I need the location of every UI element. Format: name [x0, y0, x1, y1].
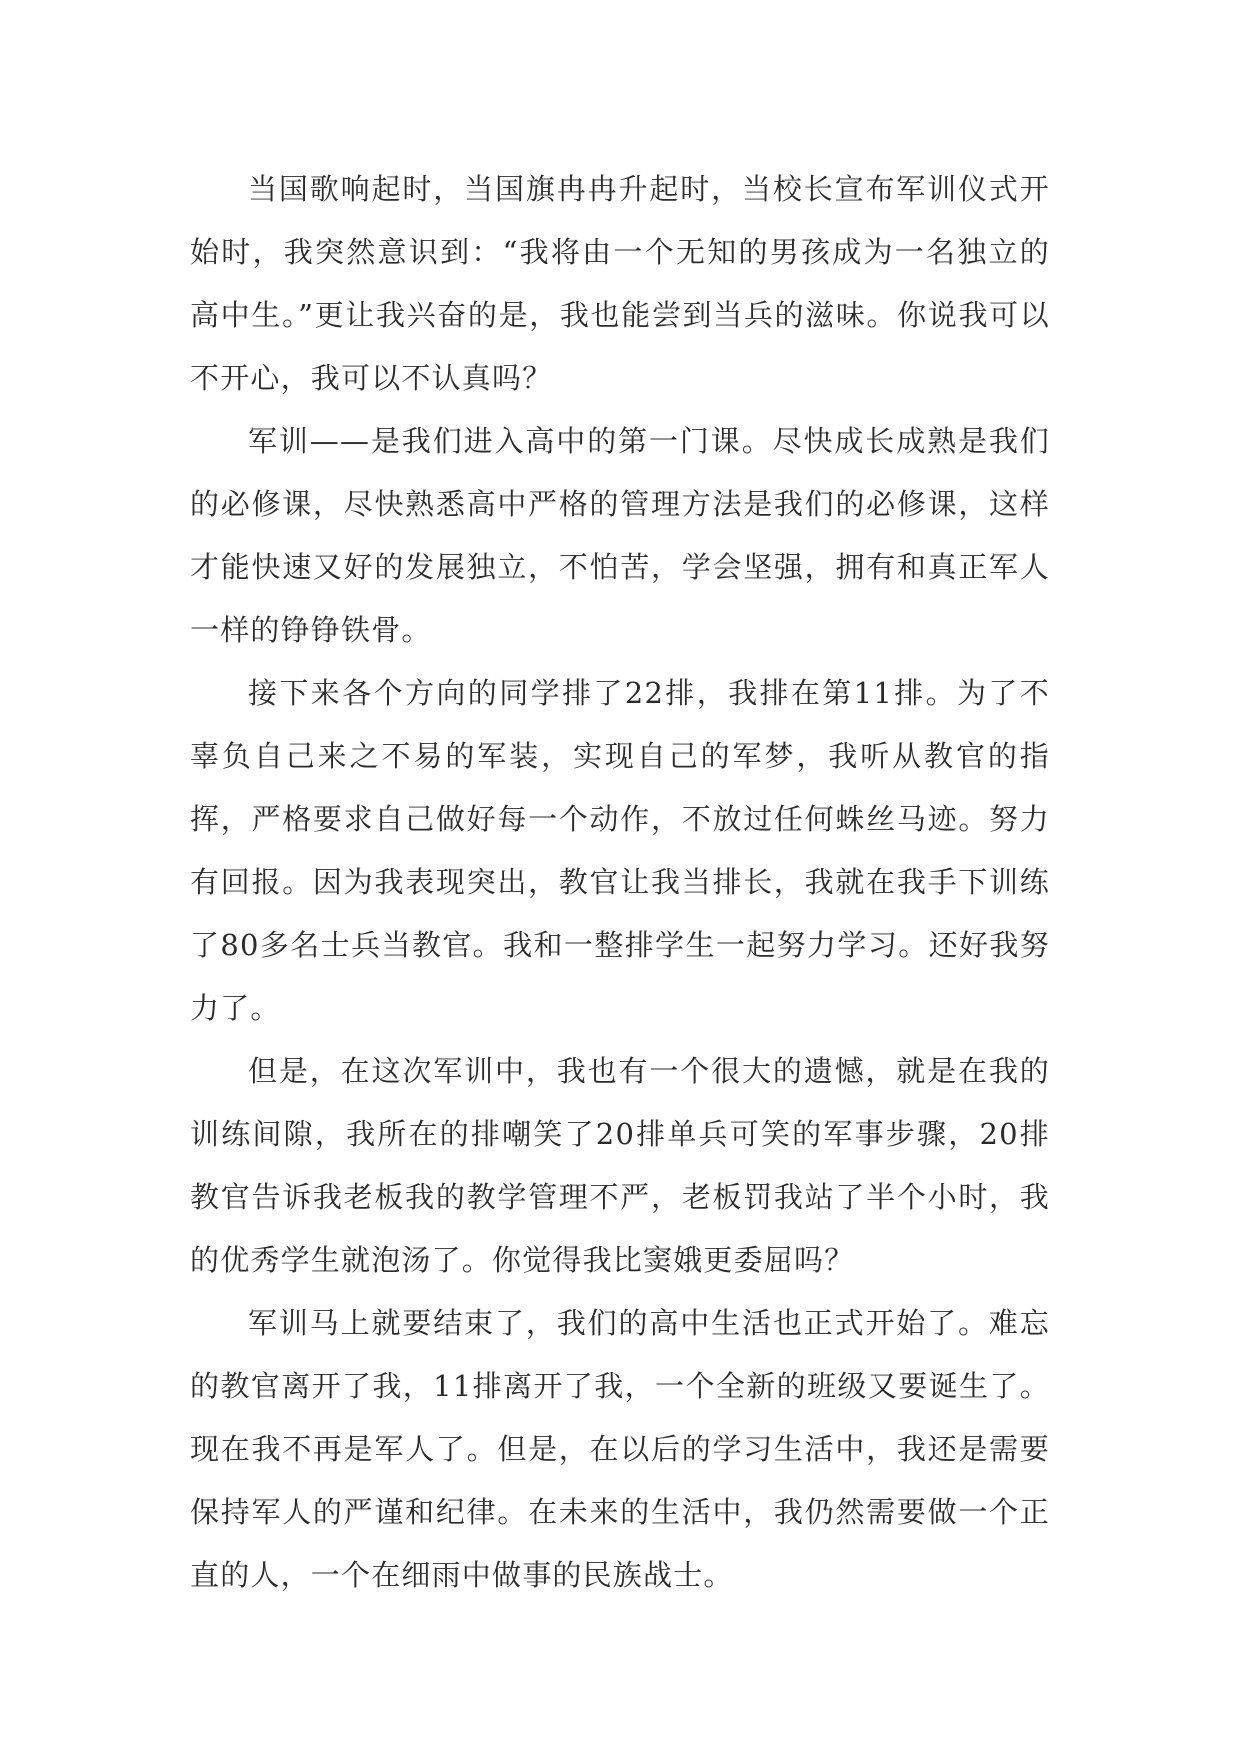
paragraph-2: 军训——是我们进入高中的第一门课。尽快成长成熟是我们的必修课，尽快熟悉高中严格的管理方法是我们的必修课，这样才能快速又好的发展独立，不怕苦，学会坚强，拥有和真正军人一样的铮铮铁骨。 [190, 424, 1050, 647]
paragraph-5: 军训马上就要结束了，我们的高中生活也正式开始了。难忘的教官离开了我，11排离开了我，一个全新的班级又要诞生了。现在我不再是军人了。但是，在以后的学习生活中，我还是需要保持军人的严谨和纪律。在未来的生活中，我仍然需要做一个正直的人，一个在细雨中做事的民族战士。 [190, 1306, 1050, 1592]
paragraph-3: 接下来各个方向的同学排了22排，我排在第11排。为了不辜负自己来之不易的军装，实现自己的军梦，我听从教官的指挥，严格要求自己做好每一个动作，不放过任何蛛丝马迹。努力有回报。因为我表现突出，教官让我当排长，我就在我手下训练了80多名士兵当教官。我和一整排学生一起努力学习。还好我努力了。 [190, 676, 1050, 1025]
paragraph-4: 但是，在这次军训中，我也有一个很大的遗憾，就是在我的训练间隙，我所在的排嘲笑了20排单兵可笑的军事步骤，20排教官告诉我老板我的教学管理不严，老板罚我站了半个小时，我的优秀学生就泡汤了。你觉得我比窦娥更委屈吗？ [190, 1054, 1050, 1277]
essay-body [190, 158, 1050, 1607]
paragraph-1: 当国歌响起时，当国旗冉冉升起时，当校长宣布军训仪式开始时，我突然意识到：“我将由一个无知的男孩成为一名独立的高中生。”更让我兴奋的是，我也能尝到当兵的滋味。你说我可以不开心，我可以不认真吗？ [190, 172, 1050, 395]
